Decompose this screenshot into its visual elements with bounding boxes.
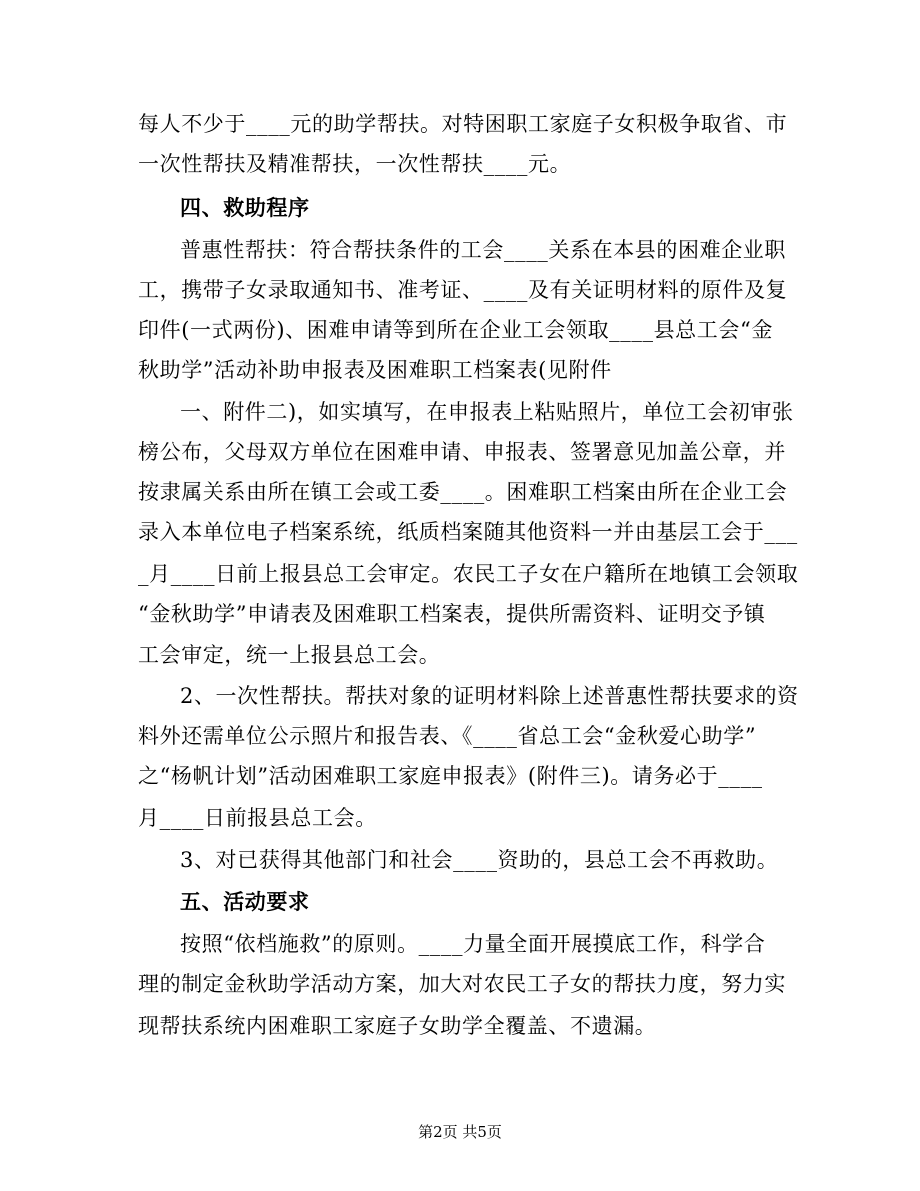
paragraph-line: 榜公布，父母双方单位在困难申请、申报表、签署意见加盖公章，并 [138, 440, 786, 464]
paragraph-line: 理的制定金秋助学活动方案，加大对农民工子女的帮扶力度，努力实 [138, 972, 786, 996]
paragraph-line: 一、附件二)，如实填写，在申报表上粘贴照片，单位工会初审张 [180, 400, 794, 424]
paragraph-line: 工，携带子女录取通知书、准考证、____及有关证明材料的原件及复 [138, 278, 788, 302]
paragraph-line: 印件(一式两份)、困难申请等到所在企业工会领取____县总工会“金 [138, 318, 773, 342]
paragraph-line: “金秋助学”申请表及困难职工档案表，提供所需资料、证明交予镇 [138, 602, 766, 626]
paragraph-line: 料外还需单位公示照片和报告表、《____省总工会“金秋爱心助学” [138, 724, 757, 748]
paragraph-line: 月____日前报县总工会。 [138, 806, 377, 830]
paragraph-line: _月____日前上报县总工会审定。农民工子女在户籍所在地镇工会领取 [138, 562, 799, 586]
section-heading: 五、活动要求 [180, 889, 310, 914]
paragraph-line: 按照“依档施救”的原则。____力量全面开展摸底工作，科学合 [180, 932, 766, 956]
page-number-footer: 第2页 共5页 [418, 1123, 502, 1141]
paragraph-line: 每人不少于____元的助学帮扶。对特困职工家庭子女积极争取省、市 [138, 112, 788, 136]
paragraph-line: 3、对已获得其他部门和社会____资助的，县总工会不再救助。 [180, 848, 779, 872]
paragraph-line: 一次性帮扶及精准帮扶，一次性帮扶____元。 [138, 152, 572, 176]
paragraph-line: 现帮扶系统内困难职工家庭子女助学全覆盖、不遗漏。 [138, 1014, 657, 1038]
paragraph-line: 按隶属关系由所在镇工会或工委____。困难职工档案由所在企业工会 [138, 480, 788, 504]
paragraph-line: 秋助学”活动补助申报表及困难职工档案表(见附件 [138, 358, 612, 382]
paragraph-line: 普惠性帮扶：符合帮扶条件的工会____关系在本县的困难企业职 [180, 238, 786, 262]
section-heading: 四、救助程序 [180, 195, 310, 220]
paragraph-line: 录入本单位电子档案系统，纸质档案随其他资料一并由基层工会于___ [138, 520, 798, 544]
paragraph-line: 工会审定，统一上报县总工会。 [138, 643, 441, 667]
paragraph-line: 之“杨帆计划”活动困难职工家庭申报表》(附件三)。请务必于____ [138, 764, 763, 788]
paragraph-line: 2、一次性帮扶。帮扶对象的证明材料除上述普惠性帮扶要求的资 [180, 684, 799, 708]
